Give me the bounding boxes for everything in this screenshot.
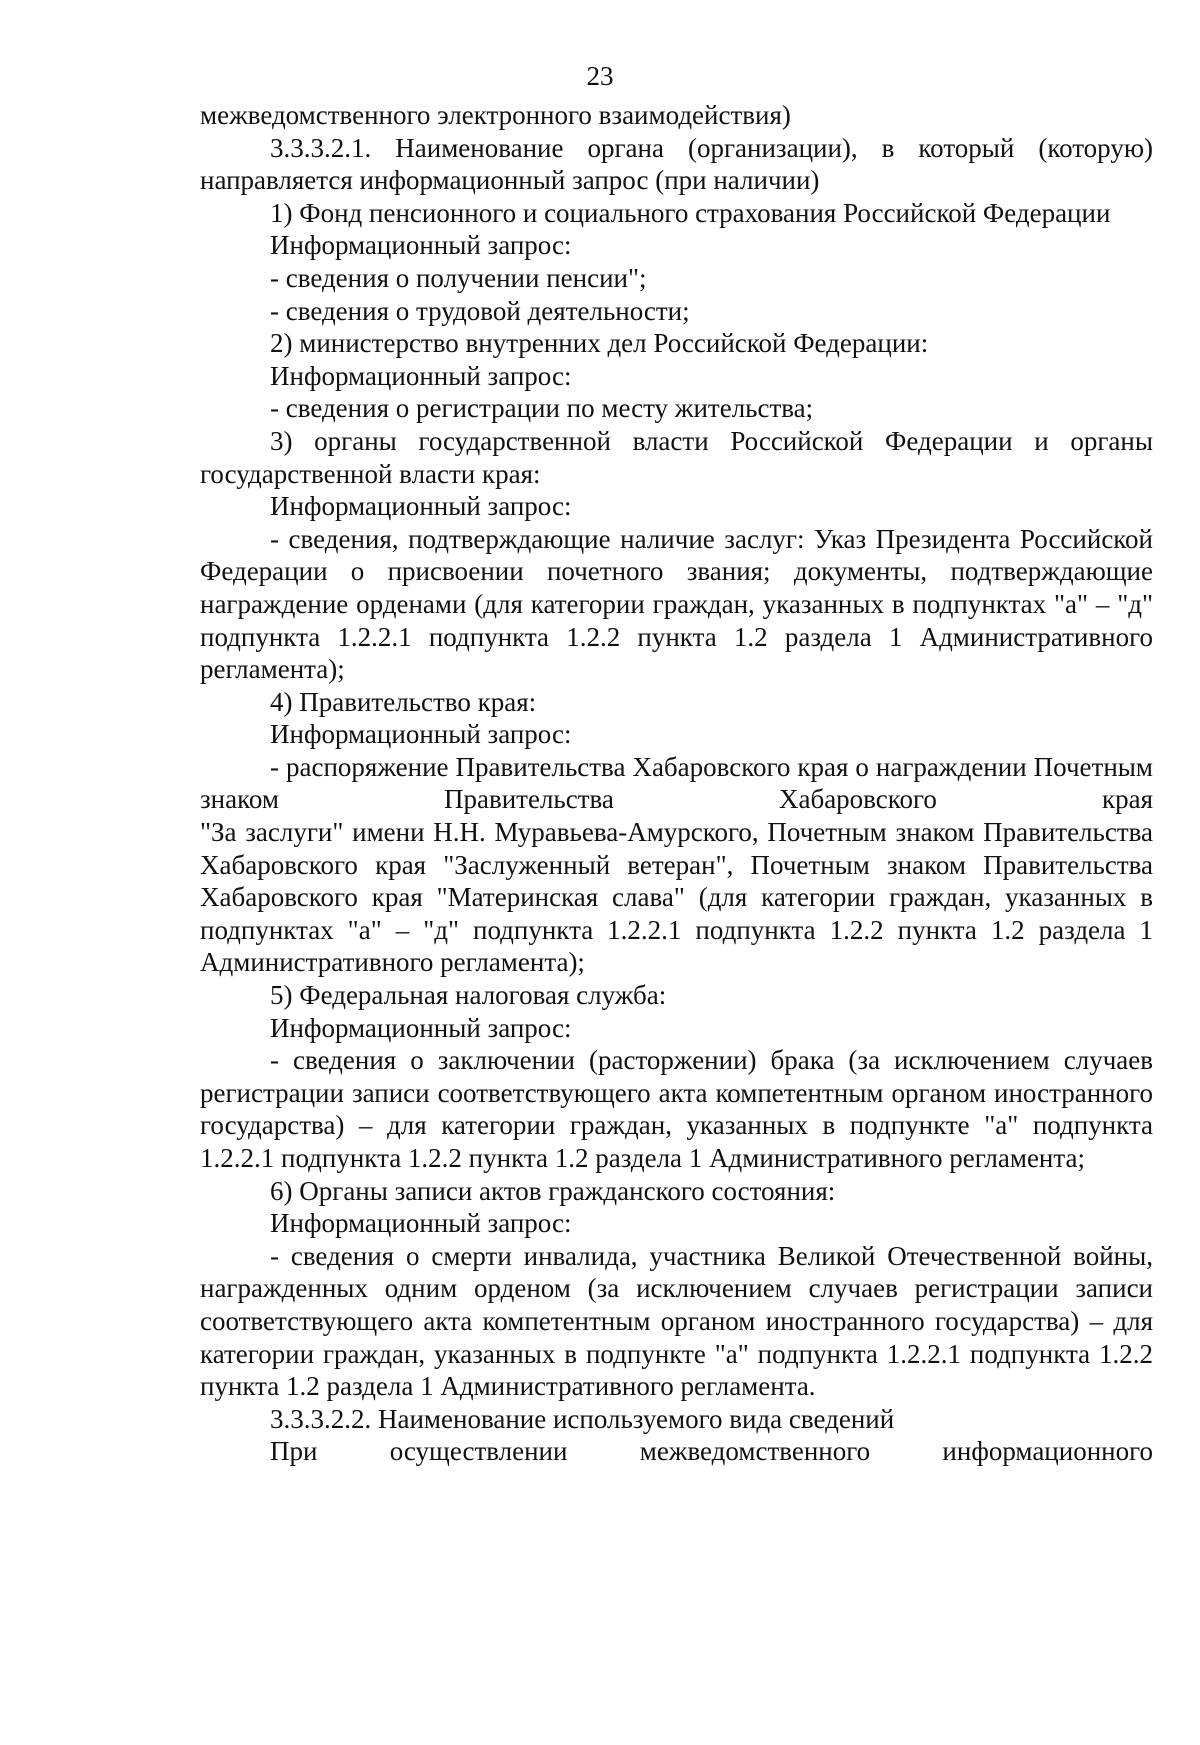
paragraph-request-item: - сведения о заключении (расторжении) брака (за исключением случаев регистрации записи соответствующего акта компетентным органом иностранного государства) – для категории граждан, указанных в подпункте "а" подпункта 1.2.2.1 подпункта 1.2.2 пункта 1.2 раздела 1 Административного регламента;: [200, 1045, 1153, 1173]
paragraph-item-4-government: 4) Правительство края:: [270, 686, 537, 717]
paragraph-request-label: Информационный запрос:: [270, 719, 572, 750]
paragraph-section-3-3-3-2-2: 3.3.3.2.2. Наименование используемого вида сведений: [270, 1403, 895, 1434]
paragraph-request-item: - сведения, подтверждающие наличие заслуг: Указ Президента Российской Федерации о присвоении почетного звания; документы, подтверждающие награждение орденами (для категории граждан, указанных в подпунктах "а" – "д" подпункта 1.2.2.1 подпункта 1.2.2 пункта 1.2 раздела 1 Административного регламента);: [200, 523, 1153, 685]
paragraph-request-label: Информационный запрос:: [270, 491, 572, 522]
paragraph-item-1-pension-fund: 1) Фонд пенсионного и социального страхования Российской Федерации: [270, 197, 1111, 228]
paragraph-request-label: Информационный запрос:: [270, 230, 572, 261]
paragraph-section-3-3-3-2-1: 3.3.3.2.1. Наименование органа (организации), в который (которую) направляется информационный запрос (при наличии): [200, 132, 1153, 196]
paragraph-item-5-tax-service: 5) Федеральная налоговая служба:: [270, 980, 667, 1011]
paragraph-request-label: Информационный запрос:: [270, 1012, 572, 1043]
document-body: [200, 99, 1153, 1468]
paragraph-item-2-interior-ministry: 2) министерство внутренних дел Российской Федерации:: [270, 328, 929, 359]
paragraph-section-body: При осуществлении межведомственного информационного: [270, 1436, 1153, 1467]
paragraph-continuation: межведомственного электронного взаимодействия): [200, 100, 791, 130]
page-number: 23: [586, 61, 614, 91]
paragraph-request-item: - сведения о регистрации по месту жительства;: [270, 393, 814, 424]
paragraph-request-item: - сведения о трудовой деятельности;: [270, 295, 690, 326]
paragraph-request-item: - сведения о получении пенсии";: [270, 262, 647, 293]
paragraph-item-6-civil-registry: 6) Органы записи актов гражданского состояния:: [270, 1175, 836, 1206]
paragraph-request-label: Информационный запрос:: [270, 1208, 572, 1239]
paragraph-request-item-continuation: "За заслуги" имени Н.Н. Муравьева-Амурского, Почетным знаком Правительства Хабаровского края "Заслуженный ветеран", Почетным знаком Правительства Хабаровского края "Материнская слава" (для категории граждан, указанных в подпунктах "а" – "д" подпункта 1.2.2.1 подпункта 1.2.2 пункта 1.2 раздела 1 Административного регламента);: [200, 817, 1153, 978]
paragraph-request-item: - сведения о смерти инвалида, участника Великой Отечественной войны, награжденных одним орденом (за исключением случаев регистрации записи соответствующего акта компетентным органом иностранного государства) – для категории граждан, указанных в подпункте "а" подпункта 1.2.2.1 подпункта 1.2.2 пункта 1.2 раздела 1 Административного регламента.: [200, 1240, 1153, 1402]
paragraph-item-3-state-authorities: 3) органы государственной власти Российской Федерации и органы государственной власти края:: [200, 425, 1153, 489]
paragraph-request-label: Информационный запрос:: [270, 360, 572, 391]
paragraph-request-item: - распоряжение Правительства Хабаровского края о награждении Почетным знаком Правительства Хабаровского края: [200, 751, 1153, 815]
